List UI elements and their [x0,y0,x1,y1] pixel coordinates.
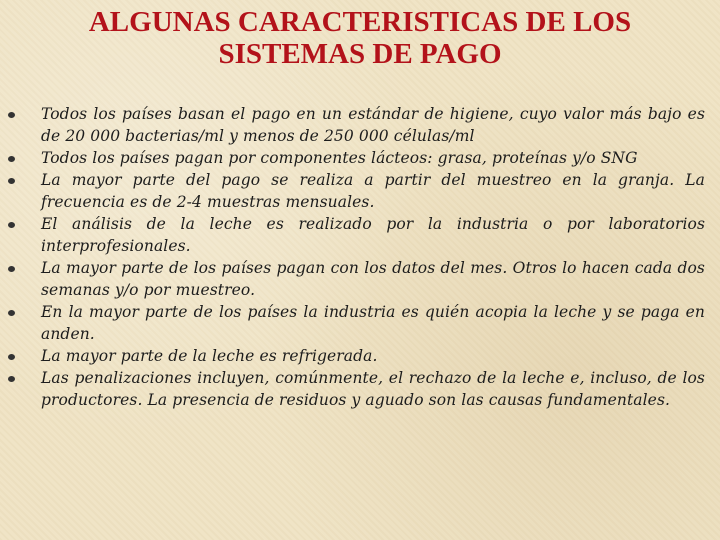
bullet-text: La mayor parte de la leche es refrigerada. [41,347,378,365]
bullet-dot-icon [8,376,15,382]
slide-title-line-2: SISTEMAS DE PAGO [218,38,502,70]
bullet-dot-icon [8,266,15,272]
bullet-dot-icon [8,354,15,360]
bullet-dot-icon [8,222,15,228]
bullet-dot-icon [8,112,15,118]
bullet-text: En la mayor parte de los países la industria es quién acopia la leche y se paga en anden. [41,303,705,343]
bullet-item [8,367,705,411]
bullet-item [8,213,705,257]
bullet-dot-icon [8,178,15,184]
bullet-item [8,147,705,169]
bullet-list [8,103,705,411]
bullet-item [8,169,705,213]
bullet-text: La mayor parte de los países pagan con los datos del mes. Otros lo hacen cada dos semanas y/o por muestreo. [41,259,705,299]
bullet-text: La mayor parte del pago se realiza a partir del muestreo en la granja. La frecuencia es de 2-4 muestras mensuales. [41,171,705,211]
bullet-text: El análisis de la leche es realizado por la industria o por laboratorios interprofesionales. [41,215,705,255]
bullet-item [8,257,705,301]
bullet-item [8,301,705,345]
bullet-dot-icon [8,156,15,162]
bullet-item [8,103,705,147]
bullet-text: Todos los países pagan por componentes lácteos: grasa, proteínas y/o SNG [41,149,638,167]
bullet-dot-icon [8,310,15,316]
slide-title-line-1: ALGUNAS CARACTERISTICAS DE LOS [88,6,632,38]
slide-title [0,6,720,70]
bullet-text: Las penalizaciones incluyen, comúnmente, el rechazo de la leche e, incluso, de los productores. La presencia de residuos y aguado son las causas fundamentales. [41,369,705,409]
bullet-item [8,345,705,367]
bullet-text: Todos los países basan el pago en un estándar de higiene, cuyo valor más bajo es de 20 000 bacterias/ml y menos de 250 000 células/ml [41,105,705,145]
